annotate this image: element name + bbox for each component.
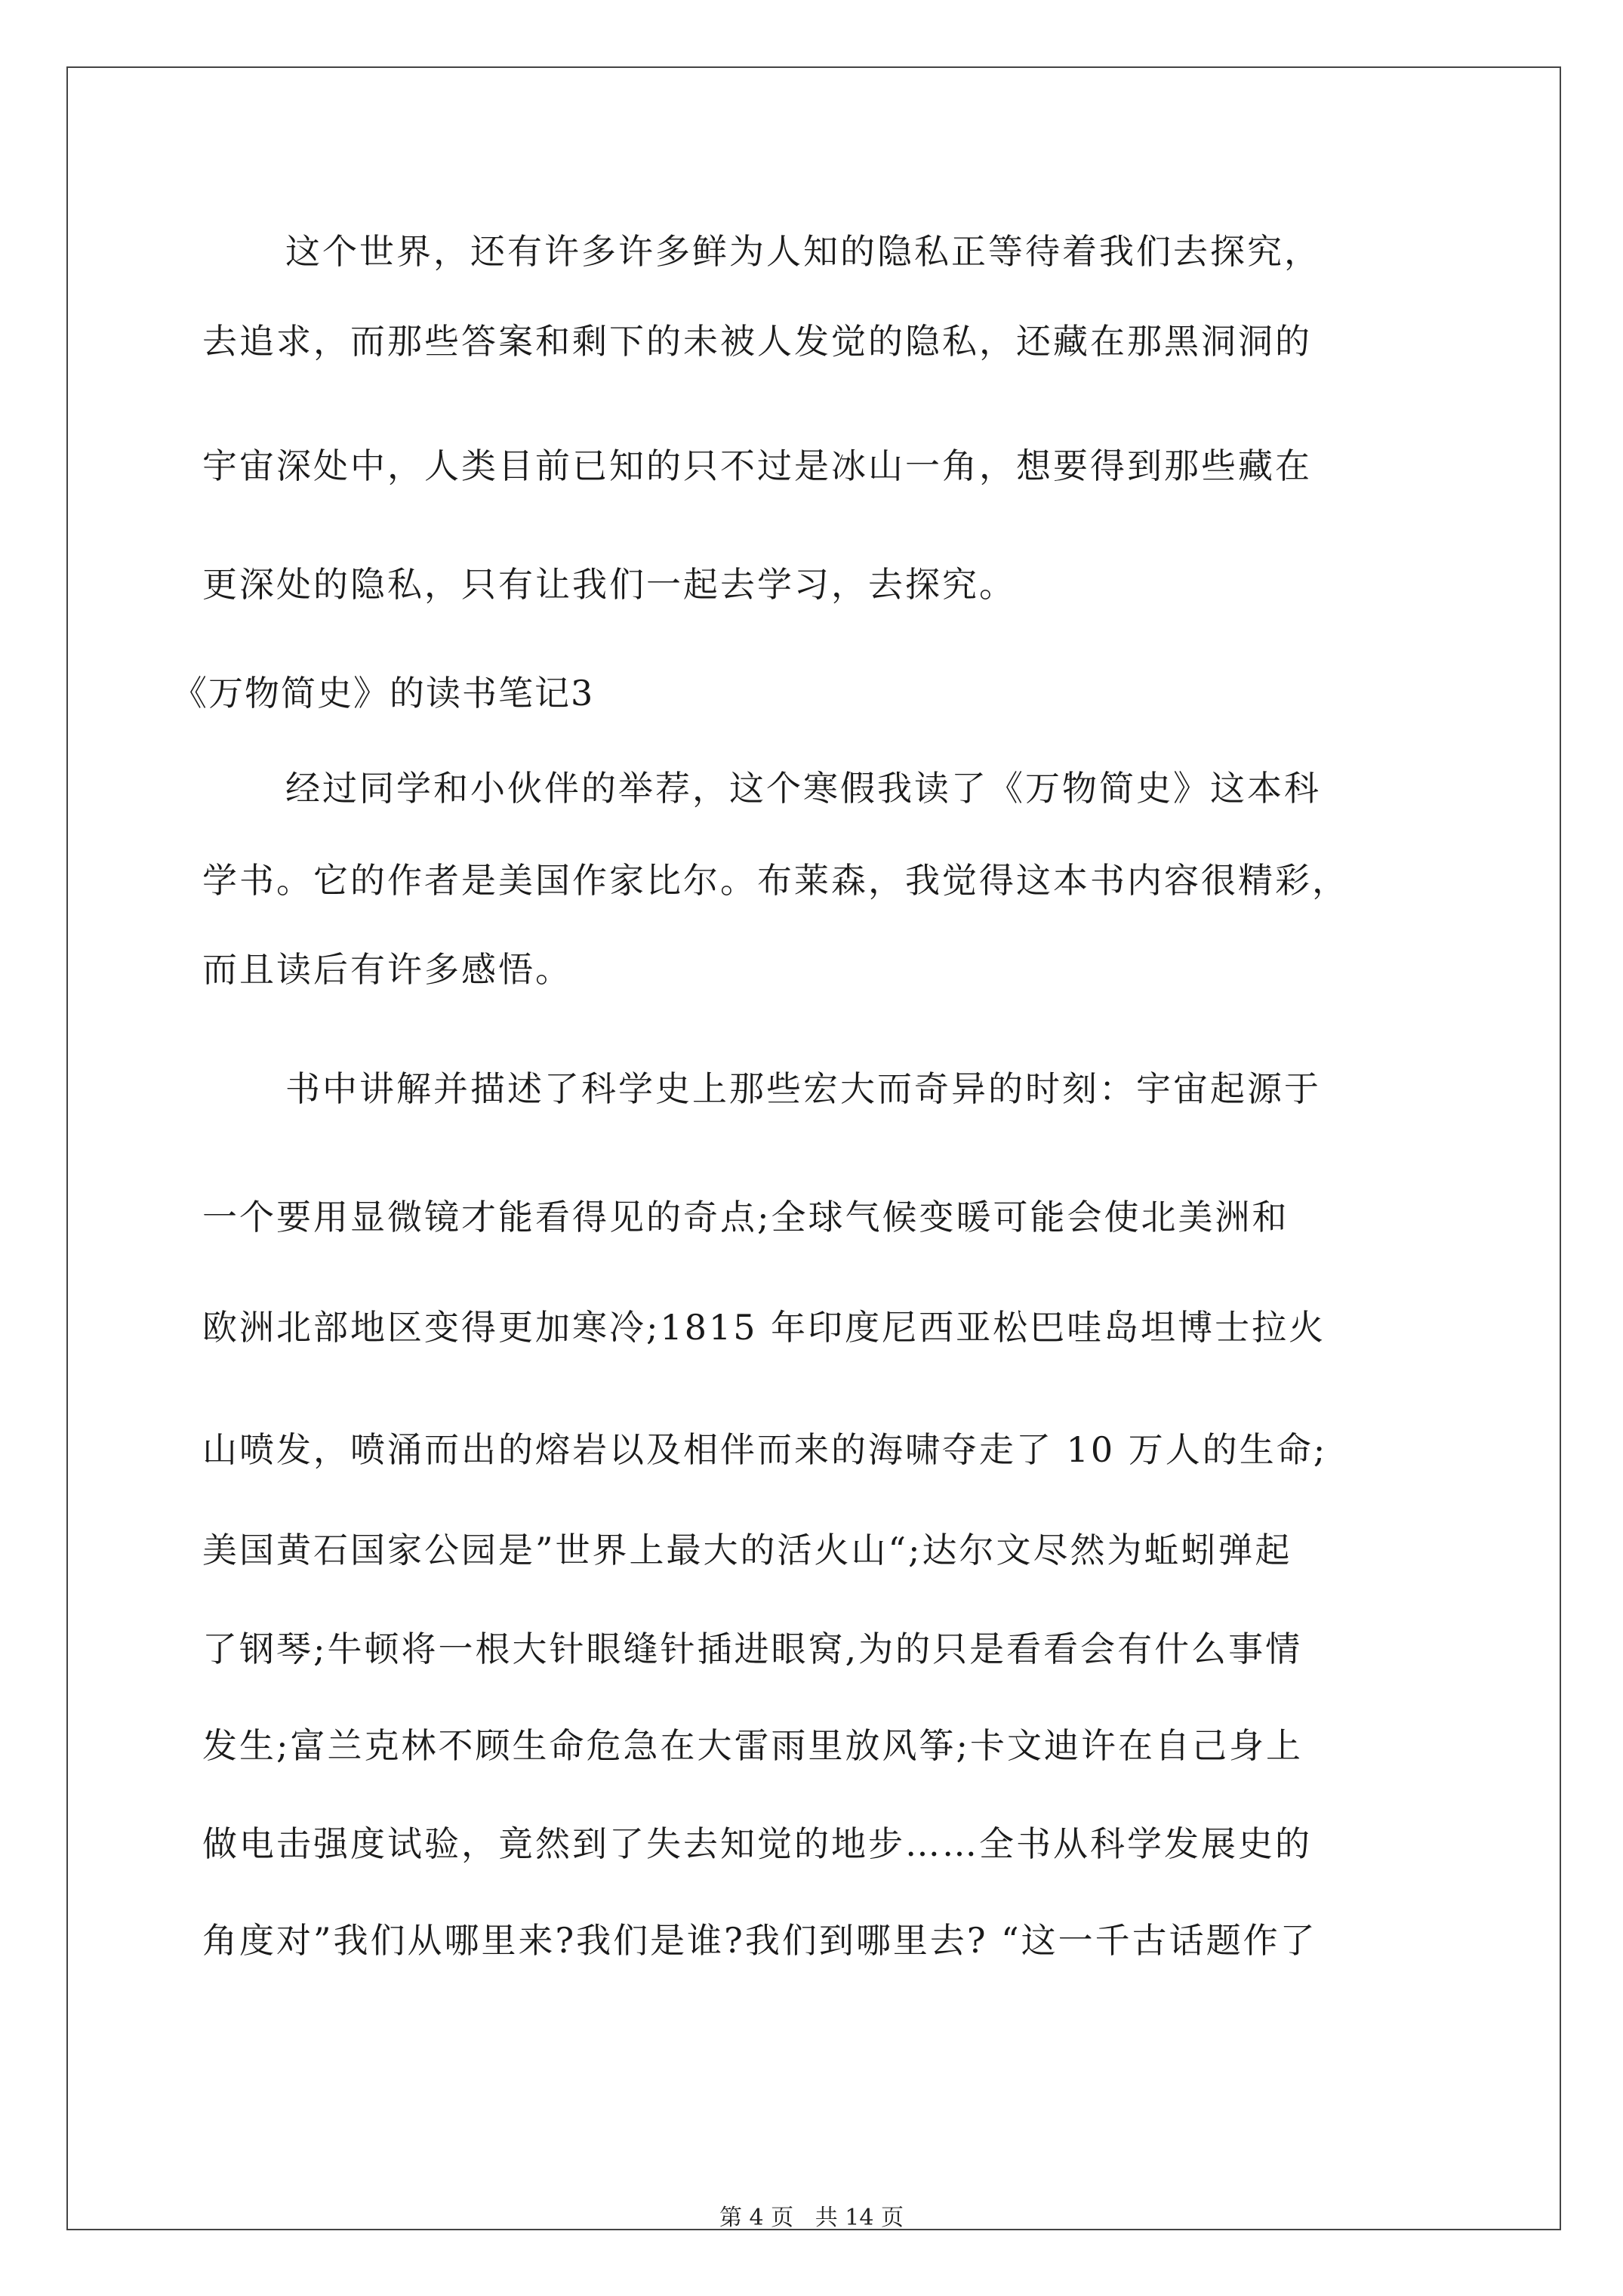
- paragraph-1-line-4: 更深处的隐私，只有让我们一起去学习，去探究。: [202, 564, 1016, 605]
- paragraph-3-line-4: 山喷发，喷涌而出的熔岩以及相伴而来的海啸夺走了 10 万人的生命;: [202, 1429, 1328, 1470]
- paragraph-3-line-2: 一个要用显微镜才能看得见的奇点;全球气候变暖可能会使北美洲和: [202, 1197, 1289, 1237]
- paragraph-3-line-3: 欧洲北部地区变得更加寒冷;1815 年印度尼西亚松巴哇岛坦博士拉火: [202, 1307, 1326, 1348]
- paragraph-3-line-6: 了钢琴;牛顿将一根大针眼缝针插进眼窝,为的只是看看会有什么事情: [202, 1629, 1303, 1669]
- paragraph-1-line-2: 去追求，而那些答案和剩下的未被人发觉的隐私，还藏在那黑洞洞的: [202, 321, 1312, 362]
- paragraph-3-line-1: 书中讲解并描述了科学史上那些宏大而奇异的时刻：宇宙起源于: [285, 1068, 1321, 1109]
- page-number-footer: 第 4 页 共 14 页: [719, 2205, 904, 2231]
- paragraph-3-line-5: 美国黄石国家公园是”世界上最大的活火山“;达尔文尽然为蚯蚓弹起: [202, 1530, 1292, 1570]
- paragraph-1-line-3: 宇宙深处中，人类目前已知的只不过是冰山一角，想要得到那些藏在: [202, 445, 1312, 486]
- paragraph-2-line-1: 经过同学和小伙伴的举荐，这个寒假我读了《万物简史》这本科: [285, 768, 1321, 809]
- paragraph-3-line-7: 发生;富兰克林不顾生命危急在大雷雨里放风筝;卡文迪许在自己身上: [202, 1725, 1303, 1766]
- paragraph-2-line-3: 而且读后有许多感悟。: [202, 949, 572, 990]
- paragraph-3-line-9: 角度对”我们从哪里来?我们是谁?我们到哪里去? “这一千古话题作了: [202, 1920, 1317, 1961]
- paragraph-1-line-1: 这个世界，还有许多许多鲜为人知的隐私正等待着我们去探究，: [285, 231, 1321, 272]
- paragraph-3-line-8: 做电击强度试验，竟然到了失去知觉的地步……全书从科学发展史的: [202, 1823, 1312, 1864]
- section-heading: 《万物简史》的读书笔记3: [172, 673, 595, 713]
- page-border: [66, 66, 1561, 2230]
- paragraph-2-line-2: 学书。它的作者是美国作家比尔。布莱森，我觉得这本书内容很精彩，: [202, 860, 1349, 901]
